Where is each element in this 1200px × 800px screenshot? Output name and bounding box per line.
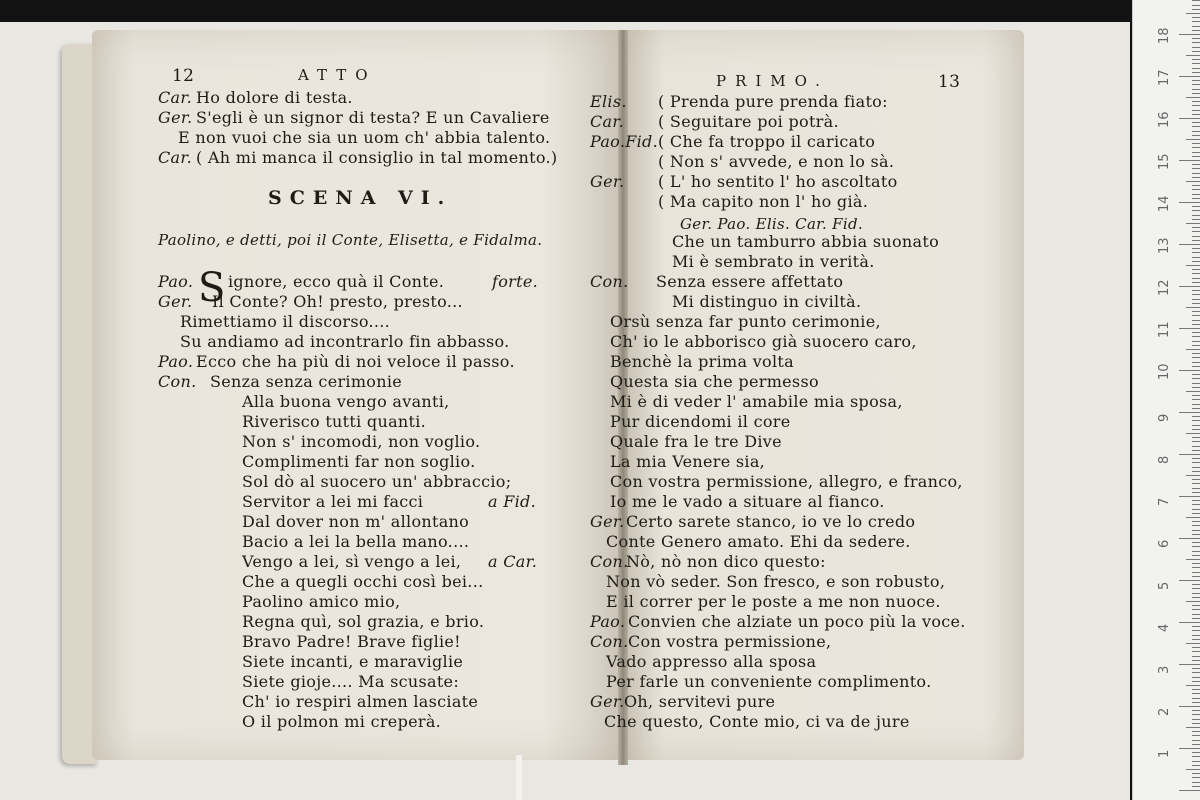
ruler-number: 12 [1157,279,1172,296]
verse-line: Paolino amico mio, [242,592,401,611]
verse-line: Rimettiamo il discorso.... [180,312,391,331]
ruler-number: 2 [1157,707,1172,716]
verse-line: Siete incanti, e maraviglie [242,652,464,671]
verse-line: Ho dolore di testa. [196,88,353,107]
verse-line: Non vò seder. Son fresco, e son robusto, [606,572,946,591]
verse-line: ( Non s' avvede, e non lo sà. [658,152,895,171]
verse-line: Bravo Padre! Brave figlie! [242,632,461,651]
right-page-number: 13 [938,72,961,92]
verse-line: E non vuoi che sia un uom ch' abbia talento. [178,128,551,147]
speaker-label: Con. [158,372,197,391]
ruler-number: 11 [1157,321,1172,338]
verse-line: ( Ma capito non l' ho già. [658,192,869,211]
verse-line: Su andiamo ad incontrarlo fin abbasso. [180,332,510,351]
verse-line: La mia Venere sia, [610,452,766,471]
speaker-label: Con. [590,552,629,571]
left-running-head: ATTO [298,66,377,84]
verse-line: Mi è di veder l' amabile mia sposa, [610,392,903,411]
stage-direction: Paolino, e detti, poi il Conte, Elisetta, e Fidalma. [158,231,543,249]
aside-direction: forte. [492,272,538,291]
scena-title: SCENA VI. [268,187,453,209]
verse-line: Il Conte? Oh! presto, presto... [212,292,463,311]
speaker-label: Ger. [590,172,625,191]
aside-direction: a Fid. [488,492,536,511]
verse-line: ( L' ho sentito l' ho ascoltato [658,172,898,191]
speaker-label: Car. [158,148,192,167]
ruler-number: 10 [1157,363,1172,380]
ruler-number: 9 [1157,413,1172,422]
ruler-number: 7 [1157,497,1172,506]
verse-line: Non s' incomodi, non voglio. [242,432,481,451]
verse-line: Che questo, Conte mio, ci va de jure [604,712,910,731]
speaker-label: Elis. [590,92,627,111]
speaker-label: Pao. [158,352,194,371]
verse-line: Questa sia che permesso [610,372,819,391]
verse-line: Bacio a lei la bella mano.... [242,532,470,551]
verse-line: Con vostra permissione, allegro, e franco, [610,472,963,491]
verse-line: E il correr per le poste a me non nuoce. [606,592,941,611]
verse-line: Oh, servitevi pure [624,692,776,711]
verse-line: Quale fra le tre Dive [610,432,782,451]
speaker-label: Ger. [590,692,625,711]
ruler-number: 1 [1157,749,1172,758]
ruler-number: 16 [1157,111,1172,128]
verse-line: Nò, nò non dico questo: [626,552,826,571]
verse-line: Certo sarete stanco, io ve lo credo [626,512,916,531]
ruler-number: 13 [1157,237,1172,254]
aside-direction: a Car. [488,552,538,571]
speaker-label: Con. [590,632,629,651]
verse-line: Che a quegli occhi così bei... [242,572,484,591]
ruler-number: 6 [1157,539,1172,548]
speaker-label: Con. [590,272,629,291]
verse-line: S'egli è un signor di testa? E un Cavaliere [196,108,550,127]
verse-line: ( Prenda pure prenda fiato: [658,92,888,111]
ruler-number: 17 [1157,69,1172,86]
verse-line: Complimenti far non soglio. [242,452,476,471]
ruler-number: 18 [1157,27,1172,44]
verse-line: Che un tamburro abbia suonato [672,232,940,251]
verse-line: Per farle un conveniente complimento. [606,672,932,691]
ruler-number: 5 [1157,581,1172,590]
verse-line: Sol dò al suocero un' abbraccio; [242,472,512,491]
verse-line: Alla buona vengo avanti, [242,392,450,411]
speaker-label: Pao.Fid. [590,132,658,151]
verse-line: Ch' io respiri almen lasciate [242,692,479,711]
left-page-number: 12 [172,66,195,86]
verse-line: Vengo a lei, sì vengo a lei, [242,552,462,571]
verse-line: Servitor a lei mi facci [242,492,424,511]
speaker-label: Car. [590,112,624,131]
verse-line: Io me le vado a situare al fianco. [610,492,885,511]
speaker-label: Ger. [158,292,193,311]
ruler-number: 15 [1157,153,1172,170]
verse-line: Conte Genero amato. Ehi da sedere. [606,532,911,551]
ruler-number: 8 [1157,455,1172,464]
right-running-head: PRIMO. [716,72,829,90]
verse-line: ( Seguitare poi potrà. [658,112,839,131]
ruler-number: 3 [1157,665,1172,674]
verse-line: Senza essere affettato [656,272,844,291]
verse-line: ignore, ecco quà il Conte. [228,272,445,291]
verse-line: Ecco che ha più di noi veloce il passo. [196,352,515,371]
verse-line: Regna quì, sol grazia, e brio. [242,612,485,631]
verse-line: Mi distinguo in civiltà. [672,292,862,311]
verse-line: Ch' io le abborisco già suocero caro, [610,332,917,351]
verse-line: ( Che fa troppo il caricato [658,132,876,151]
verse-line: Mi è sembrato in verità. [672,252,875,271]
verse-line: Convien che alziate un poco più la voce. [628,612,966,631]
verse-line: Riverisco tutti quanti. [242,412,427,431]
verse-line: ( Ah mi manca il consiglio in tal momento.) [196,148,558,167]
verse-line: Con vostra permissione, [628,632,832,651]
verse-line: Benchè la prima volta [610,352,794,371]
verse-line: Orsù senza far punto cerimonie, [610,312,881,331]
chorus-names: Ger. Pao. Elis. Car. Fid. [680,215,863,233]
ruler-number: 14 [1157,195,1172,212]
speaker-label: Pao. [590,612,626,631]
speaker-label: Car. [158,88,192,107]
verse-line: Siete gioje.... Ma scusate: [242,672,460,691]
verse-line: Vado appresso alla sposa [606,652,817,671]
drop-cap: S [198,265,226,311]
speaker-label: Pao. [158,272,194,291]
verse-line: Senza senza cerimonie [210,372,403,391]
verse-line: Pur dicendomi il core [610,412,791,431]
ruler-number: 4 [1157,623,1172,632]
speaker-label: Ger. [158,108,193,127]
speaker-label: Ger. [590,512,625,531]
verse-line: O il polmon mi creperà. [242,712,442,731]
verse-line: Dal dover non m' allontano [242,512,470,531]
